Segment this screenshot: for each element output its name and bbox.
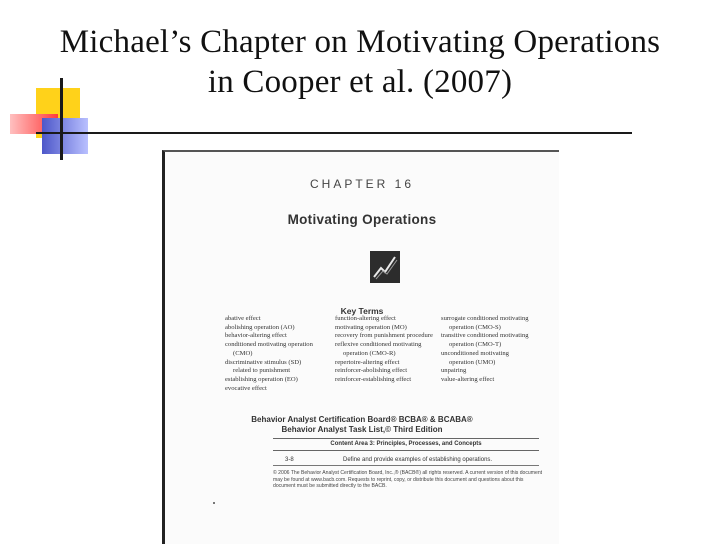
key-term: value-altering effect <box>441 375 495 383</box>
key-term: reinforcer-abolishing effect <box>335 367 408 375</box>
key-term: operation (CMO-S) <box>449 323 501 331</box>
key-term: motivating operation (MO) <box>335 323 407 331</box>
key-term: reinforcer-establishing effect <box>335 375 412 383</box>
key-terms-column-3 <box>441 315 529 385</box>
vertical-rule <box>60 78 63 160</box>
key-term: establishing operation (EO) <box>225 375 298 383</box>
key-term: operation (UMO) <box>449 358 496 366</box>
copyright-notice: © 2006 The Behavior Analyst Certification Board, Inc.,® (BACB®) all rights reserved. A current version of this document may be found at www.bacb.com. Requests to reprint, copy, or distribute this document and questions about this document must be submitted directly to the BACB. <box>273 470 543 490</box>
lightning-graph-icon <box>370 251 400 283</box>
key-term: repertoire-altering effect <box>335 358 400 366</box>
key-terms-title: Key Terms <box>340 306 384 316</box>
chapter-title: Motivating Operations <box>287 212 437 227</box>
task-description: Define and provide examples of establishing operations. <box>343 457 493 463</box>
task-list-table-header: Content Area 3: Principles, Processes, and Concepts <box>273 438 539 451</box>
key-terms-column-1 <box>225 315 313 393</box>
scanned-book-page <box>162 150 559 544</box>
key-term: surrogate conditioned motivating <box>441 315 529 322</box>
key-term: unconditioned motivating <box>441 349 509 357</box>
bacb-heading-line-2: Behavior Analyst Task List,© Third Edition <box>281 425 443 434</box>
key-term: related to punishment <box>233 367 291 375</box>
key-term: operation (CMO-T) <box>449 341 502 349</box>
key-term: transitive conditioned motivating <box>441 332 529 340</box>
slide-title-line-2: in Cooper et al. (2007) <box>207 64 513 100</box>
key-term: function-altering effect <box>335 315 396 322</box>
key-term: discriminative stimulus (SD) <box>225 358 302 366</box>
chapter-icon <box>370 251 400 283</box>
key-term: behavior-altering effect <box>225 332 287 340</box>
horizontal-rule <box>36 132 632 134</box>
key-term: reflexive conditioned motivating <box>335 341 422 349</box>
key-term: abative effect <box>225 315 261 322</box>
key-term: unpairing <box>441 367 467 375</box>
key-term: (CMO) <box>233 349 253 357</box>
chapter-label: CHAPTER 16 <box>309 177 415 191</box>
slide-title-line-1: Michael’s Chapter on Motivating Operations <box>59 24 661 60</box>
key-term: evocative effect <box>225 384 267 392</box>
key-term: abolishing operation (AO) <box>225 323 295 331</box>
decorative-squares <box>0 78 110 168</box>
key-term: recovery from punishment procedure <box>335 332 433 340</box>
bacb-heading-line-1: Behavior Analyst Certification Board® BCBA® & BCABA® <box>251 415 473 424</box>
key-term: operation (CMO-R) <box>343 349 396 357</box>
task-code: 3-8 <box>285 457 294 463</box>
task-list-table-row <box>273 455 539 466</box>
scan-speck <box>213 502 215 504</box>
key-terms-column-2 <box>335 315 433 385</box>
key-term: conditioned motivating operation <box>225 341 313 349</box>
blue-square <box>42 118 88 154</box>
